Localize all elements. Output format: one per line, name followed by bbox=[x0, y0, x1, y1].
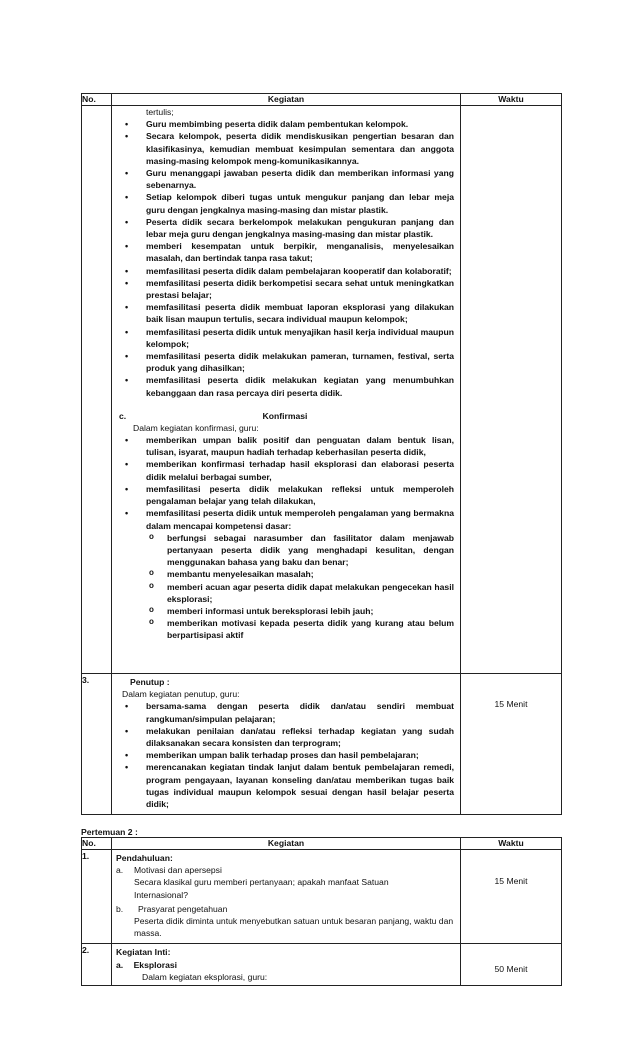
continuation-text: tertulis; bbox=[146, 107, 174, 117]
item-letter: b. bbox=[116, 903, 124, 914]
sub-list-item: o memberi acuan agar peserta didik dapat melakukan pengecekan hasil eksplorasi; bbox=[146, 581, 454, 605]
col-header-no: No. bbox=[82, 94, 112, 106]
row-number: 3. bbox=[82, 674, 112, 815]
pendahuluan-b bbox=[116, 903, 420, 915]
list-item: • memberi kesempatan untuk berpikir, menganalisis, menyelesaikan masalah, dan bertindak tanpa rasa takut; bbox=[116, 240, 454, 264]
sub-list-item: o membantu menyelesaikan masalah; bbox=[146, 568, 454, 580]
col-header-waktu: Waktu bbox=[461, 94, 562, 106]
cell-kegiatan-penutup bbox=[112, 674, 461, 815]
cell-waktu bbox=[461, 106, 562, 674]
pendahuluan-b-text: Peserta didik diminta untuk menyebutkan satuan untuk besaran panjang, waktu dan massa. bbox=[134, 916, 454, 939]
activity-table-2 bbox=[81, 837, 562, 986]
konfirmasi-heading bbox=[116, 409, 454, 422]
row-number: 2. bbox=[82, 944, 112, 986]
col-header-kegiatan: Kegiatan bbox=[112, 838, 461, 850]
list-item: • merencanakan kegiatan tindak lanjut dalam bentuk pembelajaran remedi, program pengayaan, layanan konseling dan/atau memberikan tugas baik tugas individual maupun kelompok sesuai dengan hasil belajar peserta didik; bbox=[116, 761, 454, 810]
table-header-row bbox=[82, 838, 562, 850]
list-item: • Guru membimbing peserta didik dalam pembentukan kelompok. bbox=[116, 118, 454, 130]
table-row-inti-continued bbox=[82, 106, 562, 674]
list-item: • memfasilitasi peserta didik melakukan refleksi untuk memperoleh pengalaman belajar yang telah dilakukan, bbox=[116, 483, 454, 507]
penutup-list bbox=[116, 700, 454, 810]
cell-kegiatan-inti bbox=[112, 106, 461, 674]
eksplorasi-heading bbox=[116, 959, 454, 971]
list-item: • memberikan umpan balik positif dan penguatan dalam bentuk lisan, tulisan, isyarat, maupun hadiah terhadap keberhasilan peserta didik, bbox=[116, 434, 454, 458]
pendahuluan-a bbox=[116, 864, 420, 876]
list-item: • Guru menanggapi jawaban peserta didik dan memberikan informasi yang sebenarnya. bbox=[116, 167, 454, 191]
konfirmasi-sub-list bbox=[146, 532, 454, 642]
cell-kegiatan-pendahuluan bbox=[112, 850, 461, 944]
list-item: • bersama-sama dengan peserta didik dan/atau sendiri membuat rangkuman/simpulan pelajaran; bbox=[116, 700, 454, 724]
penutup-title: Penutup : bbox=[130, 677, 170, 687]
list-item: • memfasilitasi peserta didik untuk menyajikan hasil kerja individual maupun kelompok; bbox=[116, 326, 454, 350]
pertemuan-2-heading: Pertemuan 2 : bbox=[81, 827, 138, 837]
sub-list-item: o memberikan motivasi kepada peserta didik yang kurang atau belum berpartisipasi aktif bbox=[146, 617, 454, 641]
eksplorasi-intro: Dalam kegiatan eksplorasi, guru: bbox=[142, 971, 268, 982]
sub-list-item: o memberi informasi untuk bereksplorasi lebih jauh; bbox=[146, 605, 454, 617]
kegiatan-inti-title: Kegiatan Inti: bbox=[116, 947, 171, 958]
list-item: • memfasilitasi peserta didik membuat laporan eksplorasi yang dilakukan baik lisan maupun tertulis, secara individual maupun kelompok; bbox=[116, 301, 454, 325]
activity-table-1 bbox=[81, 93, 562, 815]
col-header-no: No. bbox=[82, 838, 112, 850]
penutup-intro: Dalam kegiatan penutup, guru: bbox=[122, 689, 240, 700]
list-item bbox=[116, 507, 454, 641]
pendahuluan-title: Pendahuluan: bbox=[116, 853, 173, 863]
item-label: Prasyarat pengetahuan bbox=[138, 903, 228, 914]
col-header-kegiatan: Kegiatan bbox=[112, 94, 461, 106]
cell-no bbox=[82, 106, 112, 674]
list-item: • Setiap kelompok diberi tugas untuk mengukur panjang dan lebar meja guru dengan jengkalnya masing-masing dan mistar plastik. bbox=[116, 191, 454, 215]
eksplorasi-list bbox=[116, 118, 454, 399]
konfirmasi-letter: c. bbox=[119, 410, 127, 421]
list-item: • memfasilitasi peserta didik melakukan pameran, turnamen, festival, serta produk yang dihasilkan; bbox=[116, 350, 454, 374]
list-item: • memfasilitasi peserta didik melakukan kegiatan yang menumbuhkan kebanggaan dan rasa percaya diri peserta didik. bbox=[116, 374, 454, 398]
cell-kegiatan-inti-2 bbox=[112, 944, 461, 986]
table-row-kegiatan-inti bbox=[82, 944, 562, 986]
table-row-penutup bbox=[82, 674, 562, 815]
row-number: 1. bbox=[82, 850, 112, 944]
list-item: • Secara kelompok, peserta didik mendiskusikan pengertian besaran dan klasifikasinya, kemudian membuat kesimpulan sementara dan anggota masing-masing kelompok meng-komunikasikannya. bbox=[116, 130, 454, 167]
item-label: Motivasi dan apersepsi bbox=[134, 865, 222, 876]
konfirmasi-intro: Dalam kegiatan konfirmasi, guru: bbox=[133, 422, 259, 433]
table-header-row bbox=[82, 94, 562, 106]
list-item: • melakukan penilaian dan/atau refleksi terhadap kegiatan yang sudah dilaksanakan secara konsisten dan terprogram; bbox=[116, 725, 454, 749]
konfirmasi-list bbox=[116, 434, 454, 641]
list-item: • memfasilitasi peserta didik dalam pembelajaran kooperatif dan kolaboratif; bbox=[116, 265, 454, 277]
list-item-text: memfasilitasi peserta didik untuk memperoleh pengalaman yang bermakna dalam mencapai kompetensi dasar: bbox=[146, 508, 454, 531]
item-letter: a. bbox=[116, 865, 124, 876]
item-letter: a. bbox=[116, 959, 124, 970]
pendahuluan-a-text: Secara klasikal guru memberi pertanyaan; apakah manfaat Satuan Internasional? bbox=[134, 877, 389, 900]
kegiatan-inti-waktu: 50 Menit bbox=[461, 944, 562, 986]
item-label: Eksplorasi bbox=[133, 959, 178, 970]
pendahuluan-waktu: 15 Menit bbox=[461, 850, 562, 944]
list-item: • memberikan umpan balik terhadap proses dan hasil pembelajaran; bbox=[116, 749, 454, 761]
table-row-pendahuluan bbox=[82, 850, 562, 944]
penutup-waktu: 15 Menit bbox=[461, 674, 562, 815]
list-item: • Peserta didik secara berkelompok melakukan pengukuran panjang dan lebar meja guru dengan jengkalnya masing-masing dan mistar plastik. bbox=[116, 216, 454, 240]
sub-list-item: o berfungsi sebagai narasumber dan fasilitator dalam menjawab pertanyaan peserta didik yang menghadapi kesulitan, dengan menggunakan bahasa yang baku dan benar; bbox=[146, 532, 454, 569]
konfirmasi-title: Konfirmasi bbox=[262, 410, 308, 421]
list-item: • memberikan konfirmasi terhadap hasil eksplorasi dan elaborasi peserta didik melalui berbagai sumber, bbox=[116, 458, 454, 482]
list-item: • memfasilitasi peserta didik berkompetisi secara sehat untuk meningkatkan prestasi belajar; bbox=[116, 277, 454, 301]
col-header-waktu: Waktu bbox=[461, 838, 562, 850]
